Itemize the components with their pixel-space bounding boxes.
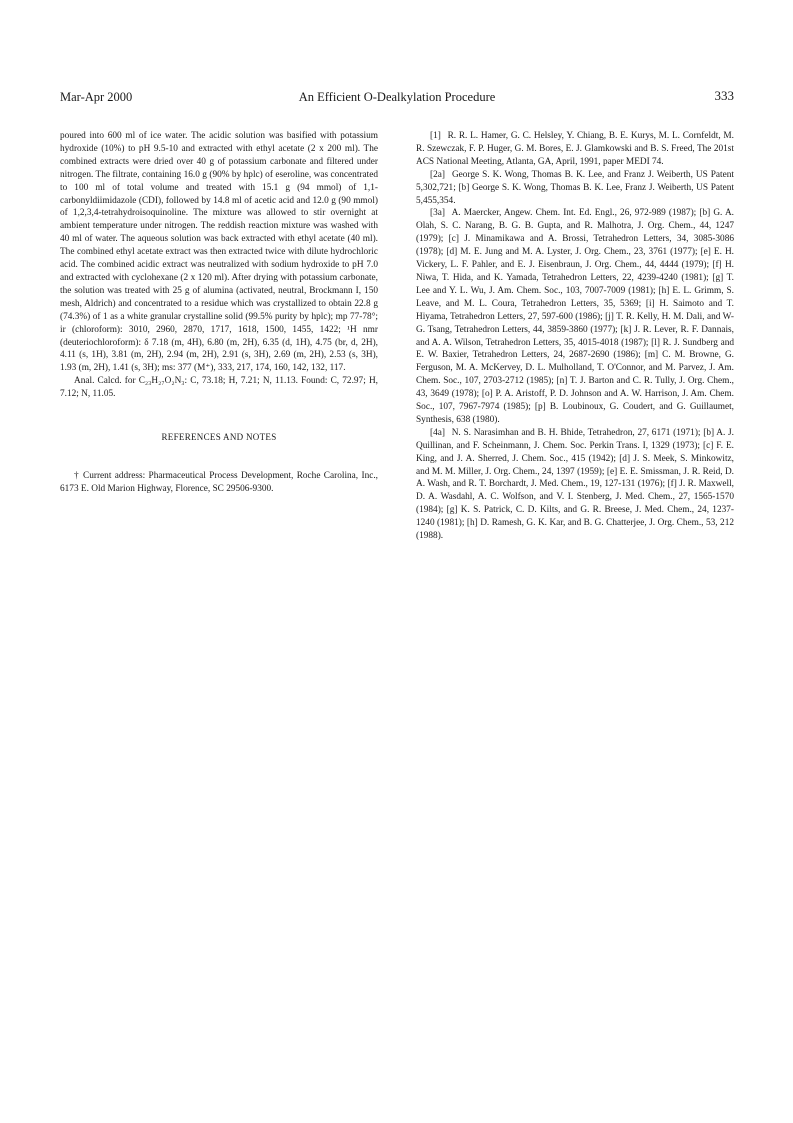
reference-text: A. Maercker, Angew. Chem. Int. Ed. Engl., 26, 972-989 (1987); [b] G. A. Olah, S. C. Narang, B. G. B. Gupta, and R. Malhotra, J. Org. Chem., 44, 1247 (1979); [c] J. Minamikawa and A. Brossi, Tetrahedron Letters, 34, 3085-3086 (1978); [d] M. E. Jung and M. A. Lyster, J. Org. Chem., 23, 3761 (1977); [e] E. H. Vickery, L. F. Pahler, and E. J. Eisenbraun, J. Org. Chem., 44, 4444 (1979); [f] H. Niwa, T. Hida, and K. Yamada, Tetrahedron Letters, 22, 4239-4240 (1981); [g] T. Lee and Y. L. Wu, J. Am. Chem. Soc., 103, 7007-7009 (1981); [h] E. L. Grimm, S. Leave, and M. L. Coura, Tetrahedron Letters, 35, 5369; [i] H. Saimoto and T. Hiyama, Tetrahedron Letters, 27, 597-600 (1986); [j] T. R. Kelly, H. M. Dali, and W-G. Tsang, Tetrahedron Letters, 44, 3859-3860 (1977); [k] J. R. Lever, R. F. Dannais, and A. A. Wilson, Tetrahedron Letters, 35, 4015-4018 (1987); [l] R. J. Sundberg and E. W. Baxier, Tetrahedron Letters, 24, 2687-2690 (1986); [m] C. M. Browne, G. Ferguson, M. A. McKervey, D. L. Mulholland, T. O'Connor, and M. Parvez, J. Am. Chem. Soc., 107, 2703-2712 (1985); [n] T. J. Barton and C. R. Tully, J. Org. Chem., 43, 3649 (1978); [o] P. A. Aristoff, P. D. Johnson and A. W. Harrison, J. Am. Chem. Soc., 107, 7967-7974 (1985); [p] B. Loubinoux, G. Coudert, and G. Guillaumet, Synthesis, 638 (1980).	[416, 208, 734, 425]
reference-number: [3a]	[430, 208, 445, 219]
reference-item	[416, 427, 734, 543]
references-column	[416, 130, 734, 543]
reference-number: [2a]	[430, 169, 445, 180]
author-footnote: † Current address: Pharmaceutical Process Development, Roche Carolina, Inc., 6173 E. Old Marion Highway, Florence, SC 29506-9300.	[60, 470, 378, 494]
elemental-analysis: Anal. Calcd. for C₂₃H₂₇O₂N₃: C, 73.18; H, 7.21; N, 11.13. Found: C, 72.97; H, 7.12; N, 11.05.	[60, 376, 378, 400]
reference-number: [1]	[430, 131, 441, 141]
reference-text: N. S. Narasimhan and B. H. Bhide, Tetrahedron, 27, 6171 (1971); [b] A. J. Quillinan, and F. Scheinmann, J. Chem. Soc. Perkin Trans. I, 1329 (1973); [c] F. E. King, and J. A. Sherred, J. Chem. Soc., 415 (1942); [d] J. S. Meek, S. Minkowitz, and M. M. Miller, J. Org. Chem., 24, 1397 (1959); [e] E. E. Smissman, J. R. Reid, D. A. Wash, and R. T. Borchardt, J. Med. Chem., 19, 127-131 (1976); [f] J. R. Maxwell, D. A. Wasdahl, A. C. Wolfson, and V. I. Stenberg, J. Med. Chem., 27, 1565-1570 (1984); [g] K. S. Patrick, C. D. Kilts, and G. R. Breese, J. Med. Chem., 24, 1237-1240 (1981); [h] D. Ramesh, G. K. Kar, and B. G. Chatterjee, J. Org. Chem., 53, 212 (1988).	[416, 427, 734, 542]
issue-date: Mar-Apr 2000	[60, 90, 133, 104]
reference-text: George S. K. Wong, Thomas B. K. Lee, and Franz J. Weiberth, US Patent 5,302,721; [b] George S. K. Wong, Thomas B. K. Lee, Franz J. Weiberth, US Patent 5,455,354.	[416, 169, 735, 206]
reference-number: [4a]	[430, 427, 445, 438]
running-header	[60, 90, 734, 108]
references-heading: REFERENCES AND NOTES	[161, 432, 277, 443]
reference-item	[416, 130, 734, 169]
reference-text: R. R. L. Hamer, G. C. Helsley, Y. Chiang, B. E. Kurys, M. L. Cornfeldt, M. R. Szewczak, F. P. Huger, G. M. Bores, E. J. Glamkowski and B. S. Freed, The 201st ACS National Meeting, Atlanta, GA, April, 1991, paper MEDI 74.	[416, 131, 734, 167]
page-number: 333	[714, 88, 734, 103]
experimental-paragraph: poured into 600 ml of ice water. The acidic solution was basified with potassium hydroxide (10%) to pH 9.5-10 and extracted with ethyl acetate (2 x 200 ml). The combined extracts were dried over 40 g of potassium carbonate and filtered under nitrogen. The filtrate, containing 16.0 g (90% by hplc) of eseroline, was concentrated to 100 ml of total volume and treated with 15.1 g (94 mmol) of 1,1-carbonyldiimidazole (CDI), followed by 14.8 ml of acetic acid and 12.0 g (90 mmol) of 1,2,3,4-tetrahydroisoquinoline. The mixture was allowed to stir overnight at ambient temperature under nitrogen. The reddish reaction mixture was washed with 40 ml of water. The aqueous solution was back extracted with ethyl acetate (40 ml). The combined ethyl acetate extract was then extracted twice with dilute hydrochloric acid. The combined acidic extract was neutralized with sodium hydroxide to pH 7.0 and extracted with cyclohexane (2 x 120 ml). After drying with potassium carbonate, the solution was treated with 25 g of alumina (activated, neutral, Brockmann I, 150 mesh, Aldrich) and concentrated to a residue which was crystallized to obtain 22.8 g (74.3%) of 1 as a white granular crystalline solid (99.5% purity by hplc); mp 77-78°; ir (chloroform): 3010, 2960, 2870, 1717, 1618, 1500, 1455, 1422; ¹H nmr (deuteriochloroform): δ 7.18 (m, 4H), 6.80 (m, 2H), 6.35 (d, 1H), 4.75 (br, d, 2H), 4.11 (s, 1H), 3.81 (m, 2H), 2.94 (m, 2H), 2.91 (s, 3H), 2.69 (m, 2H), 2.53 (s, 3H), 1.93 (m, 2H), 1.41 (s, 3H); ms: 377 (M⁺), 333, 217, 174, 160, 142, 132, 117.	[60, 131, 378, 374]
reference-item	[416, 207, 734, 426]
running-title: An Efficient O-Dealkylation Procedure	[298, 90, 496, 104]
reference-item	[416, 169, 734, 208]
left-column	[60, 130, 378, 496]
